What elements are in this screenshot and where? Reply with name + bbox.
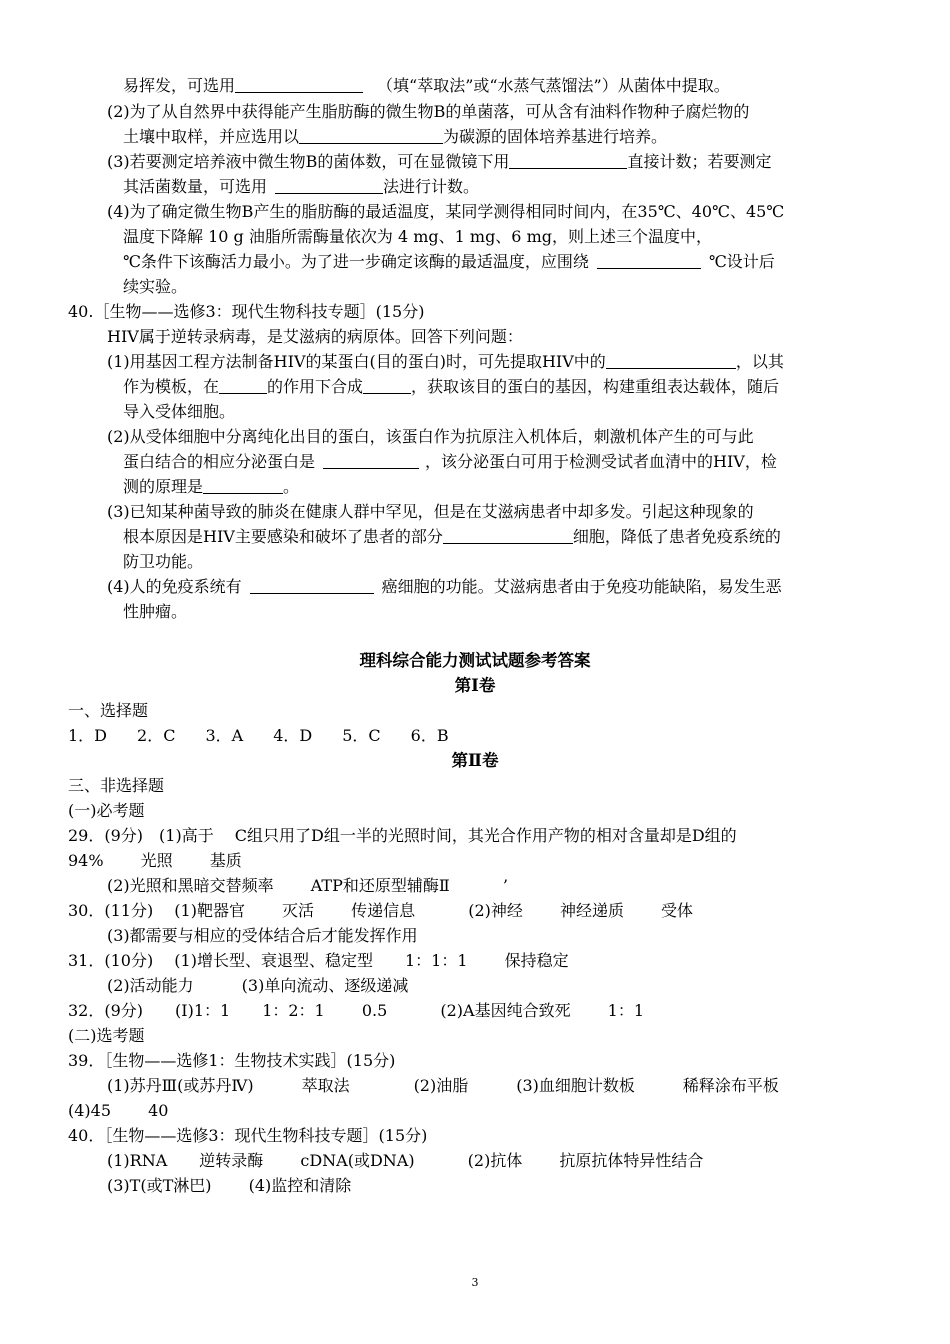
text: (3)若要测定培养液中微生物B的菌体数，可在显微镜下用 xyxy=(107,152,510,171)
answer-blank xyxy=(443,527,573,544)
text: 癌细胞的功能。艾滋病患者由于免疫功能缺陷，易发生恶 xyxy=(381,577,782,596)
volume-2-heading: 第Ⅱ卷 xyxy=(451,751,499,770)
q40-item-2b xyxy=(123,451,777,473)
q40-intro: HIV属于逆转录病毒，是艾滋病的病原体。回答下列问题： xyxy=(107,327,523,346)
mc-answer: 3．A xyxy=(205,726,244,745)
text: 其活菌数量，可选用 xyxy=(123,177,268,196)
mc-answer: 1．D xyxy=(68,726,108,745)
multiple-choice-answers xyxy=(68,725,449,747)
text: 直接计数；若要测定 xyxy=(627,152,772,171)
text: ，以其 xyxy=(735,352,784,371)
text: ，获取该目的蛋白的基因，构建重组表达载体，随后 xyxy=(411,377,780,396)
text: 法进行计数。 xyxy=(383,177,480,196)
q39-item-2a: (2)为了从自然界中获得能产生脂肪酶的微生物B的单菌落，可从含有油料作物种子腐烂物的 xyxy=(107,102,750,121)
q39-line-1 xyxy=(123,75,730,97)
answer-31-line-2: (2)活动能力 (3)单向流动、逐级递减 xyxy=(107,976,409,995)
q39-item-3b xyxy=(123,176,479,198)
text: ℃设计后 xyxy=(708,252,775,271)
volume-1-heading: 第Ⅰ卷 xyxy=(454,676,496,695)
answer-40-header: 40．［生物——选修3：现代生物科技专题］(15分) xyxy=(68,1126,428,1145)
answer-blank xyxy=(363,377,411,394)
q40-item-3b xyxy=(123,526,781,548)
text: (1)用基因工程方法制备HIV的某蛋白(目的蛋白)时，可先提取HIV中的 xyxy=(107,352,606,371)
section-non-choice: 三、非选择题 xyxy=(68,776,165,795)
answer-29-line-3: (2)光照和黑暗交替频率 ATP和还原型辅酶Ⅱ ’ xyxy=(107,876,508,895)
optional-questions-heading: (二)选考题 xyxy=(68,1026,145,1045)
text: 蛋白结合的相应分泌蛋白是 xyxy=(123,452,316,471)
text: ℃条件下该酶活力最小。为了进一步确定该酶的最适温度，应围绕 xyxy=(123,252,589,271)
answer-30-line-1: 30．(11分) (1)靶器官 灭活 传递信息 (2)神经 神经递质 受体 xyxy=(68,901,694,920)
q39-item-4c xyxy=(123,251,775,273)
required-questions-heading: (一)必考题 xyxy=(68,801,145,820)
answer-39-header: 39．［生物——选修1：生物技术实践］(15分) xyxy=(68,1051,396,1070)
q39-item-4d: 续实验。 xyxy=(123,277,188,296)
q40-item-4b: 性肿瘤。 xyxy=(123,602,188,621)
text: 作为模板，在 xyxy=(123,377,220,396)
mc-answer: 5．C xyxy=(342,726,381,745)
q40-item-2a: (2)从受体细胞中分离纯化出目的蛋白，该蛋白作为抗原注入机体后，刺激机体产生的可与此 xyxy=(107,427,754,446)
page-number: 3 xyxy=(471,1276,479,1289)
answer-blank xyxy=(299,127,443,144)
answer-39-line-1: (1)苏丹Ⅲ(或苏丹Ⅳ) 萃取法 (2)油脂 (3)血细胞计数板 稀释涂布平板 xyxy=(107,1076,779,1095)
q40-item-3a: (3)已知某种菌导致的肺炎在健康人群中罕见，但是在艾滋病患者中却多发。引起这种现象的 xyxy=(107,502,754,521)
q39-item-4a: (4)为了确定微生物B产生的脂肪酶的最适温度，某同学测得相同时间内，在35℃、40℃、45℃ xyxy=(107,202,785,221)
text: 根本原因是HIV主要感染和破坏了患者的部分 xyxy=(123,527,443,546)
answer-40-line-2: (3)T(或T淋巴) (4)监控和清除 xyxy=(107,1176,352,1195)
mc-answer: 2．C xyxy=(137,726,176,745)
text: 。 xyxy=(283,477,300,496)
answer-40-line-1: (1)RNA 逆转录酶 cDNA(或DNA) (2)抗体 抗原抗体特异性结合 xyxy=(107,1151,704,1170)
mc-answer: 4．D xyxy=(273,726,313,745)
q40-item-2c xyxy=(123,476,299,498)
answer-blank xyxy=(597,252,701,269)
q40-item-1a xyxy=(107,351,784,373)
text: 土壤中取样，并应选用以 xyxy=(123,127,300,146)
answer-blank xyxy=(606,352,736,369)
answer-blank xyxy=(323,452,419,469)
answer-32: 32．(9分) (I)1：1 1：2：1 0.5 (2)A基因纯合致死 1：1 xyxy=(68,1001,645,1020)
q40-item-4a xyxy=(107,576,782,598)
section-multiple-choice: 一、选择题 xyxy=(68,701,149,720)
answer-blank xyxy=(235,76,363,93)
answer-30-line-2: (3)都需要与相应的受体结合后才能发挥作用 xyxy=(107,926,418,945)
answer-blank xyxy=(275,177,383,194)
q40-header: 40.［生物——选修3：现代生物科技专题］(15分) xyxy=(68,302,425,321)
answer-blank xyxy=(219,377,267,394)
answer-31-line-1: 31．(10分) (1)增长型、衰退型、稳定型 1：1：1 保持稳定 xyxy=(68,951,569,970)
answer-39-line-2: (4)45 40 xyxy=(68,1101,169,1120)
answer-key-title: 理科综合能力测试试题参考答案 xyxy=(359,651,591,670)
text: 细胞，降低了患者免疫系统的 xyxy=(572,527,781,546)
text: ，该分泌蛋白可用于检测受试者血清中的HIV，检 xyxy=(425,452,777,471)
answer-blank xyxy=(203,477,283,494)
answer-blank xyxy=(509,152,627,169)
q39-item-4b: 温度下降解 10 g 油脂所需酶量依次为 4 mg、1 mg、6 mg，则上述三个温度中， xyxy=(123,227,712,246)
mc-answer: 6．B xyxy=(410,726,449,745)
answer-blank xyxy=(250,577,374,594)
q39-item-3a xyxy=(107,151,771,173)
answer-29-line-1: 29．(9分) (1)高于 C组只用了D组一半的光照时间，其光合作用产物的相对含量却是D组的 xyxy=(68,826,737,845)
q40-item-1b xyxy=(123,376,779,398)
q40-item-1c: 导入受体细胞。 xyxy=(123,402,236,421)
text: 为碳源的固体培养基进行培养。 xyxy=(443,127,668,146)
text: (4)人的免疫系统有 xyxy=(107,577,242,596)
answer-29-line-2: 94% 光照 基质 xyxy=(68,851,242,870)
q40-item-3c: 防卫功能。 xyxy=(123,552,204,571)
text: （填“萃取法”或“水蒸气蒸馏法”）从菌体中提取。 xyxy=(377,76,730,95)
text: 的作用下合成 xyxy=(267,377,364,396)
text: 测的原理是 xyxy=(123,477,204,496)
text: 易挥发，可选用 xyxy=(123,76,236,95)
q39-item-2b xyxy=(123,126,667,148)
